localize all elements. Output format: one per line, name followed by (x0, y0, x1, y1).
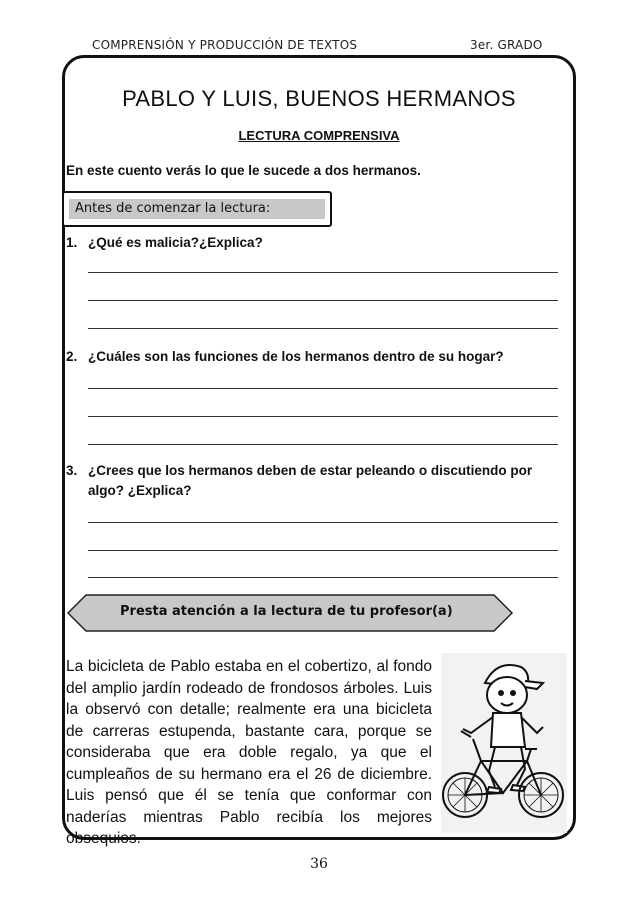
question-2-number: 2. (66, 349, 78, 364)
before-reading-box (62, 191, 332, 227)
question-3-text: ¿Crees que los hermanos deben de estar peleando o discutiendo por algo? ¿Explica? (88, 463, 533, 498)
banner-text: Presta atención a la lectura de tu profesor(a) (120, 604, 453, 619)
question-1 (66, 233, 566, 253)
answer-line[interactable] (88, 272, 558, 273)
question-1-number: 1. (66, 235, 78, 250)
boy-on-bicycle-illustration (441, 653, 567, 833)
answer-line[interactable] (88, 416, 558, 417)
before-reading-label: Antes de comenzar la lectura: (69, 199, 325, 219)
intro-text: En este cuento verás lo que le sucede a dos hermanos. (66, 163, 421, 178)
answer-line[interactable] (88, 328, 558, 329)
question-3 (66, 461, 566, 501)
header-left: COMPRENSIÓN Y PRODUCCIÓN DE TEXTOS (92, 38, 358, 52)
question-1-text: ¿Qué es malicia?¿Explica? (88, 235, 263, 250)
answer-line[interactable] (88, 300, 558, 301)
question-2 (66, 347, 566, 367)
page-title: PABLO Y LUIS, BUENOS HERMANOS (122, 86, 516, 111)
answer-line[interactable] (88, 444, 558, 445)
page-number: 36 (310, 856, 328, 872)
answer-line[interactable] (88, 522, 558, 523)
question-2-text: ¿Cuáles son las funciones de los hermanos dentro de su hogar? (88, 349, 504, 364)
story-text: La bicicleta de Pablo estaba en el cobertizo, al fondo del amplio jardín rodeado de frondosos árboles. Luis la observó con detalle; realmente era una bicicleta de carreras estupenda, bastante cara, porque se consideraba que era doble regalo, ya que el cumpleaños de su hermano era el 26 de diciembre. Luis pensó que él se tenía que conformar con naderías mientras Pablo recibía los mejores obsequios. (66, 658, 432, 847)
boy-bicycle-icon (441, 653, 567, 833)
subtitle: LECTURA COMPRENSIVA (238, 128, 400, 143)
answer-line[interactable] (88, 388, 558, 389)
question-3-number: 3. (66, 463, 78, 478)
answer-line[interactable] (88, 550, 558, 551)
instruction-banner (66, 594, 514, 632)
header-right: 3er. GRADO (470, 38, 543, 52)
answer-line[interactable] (88, 577, 558, 578)
